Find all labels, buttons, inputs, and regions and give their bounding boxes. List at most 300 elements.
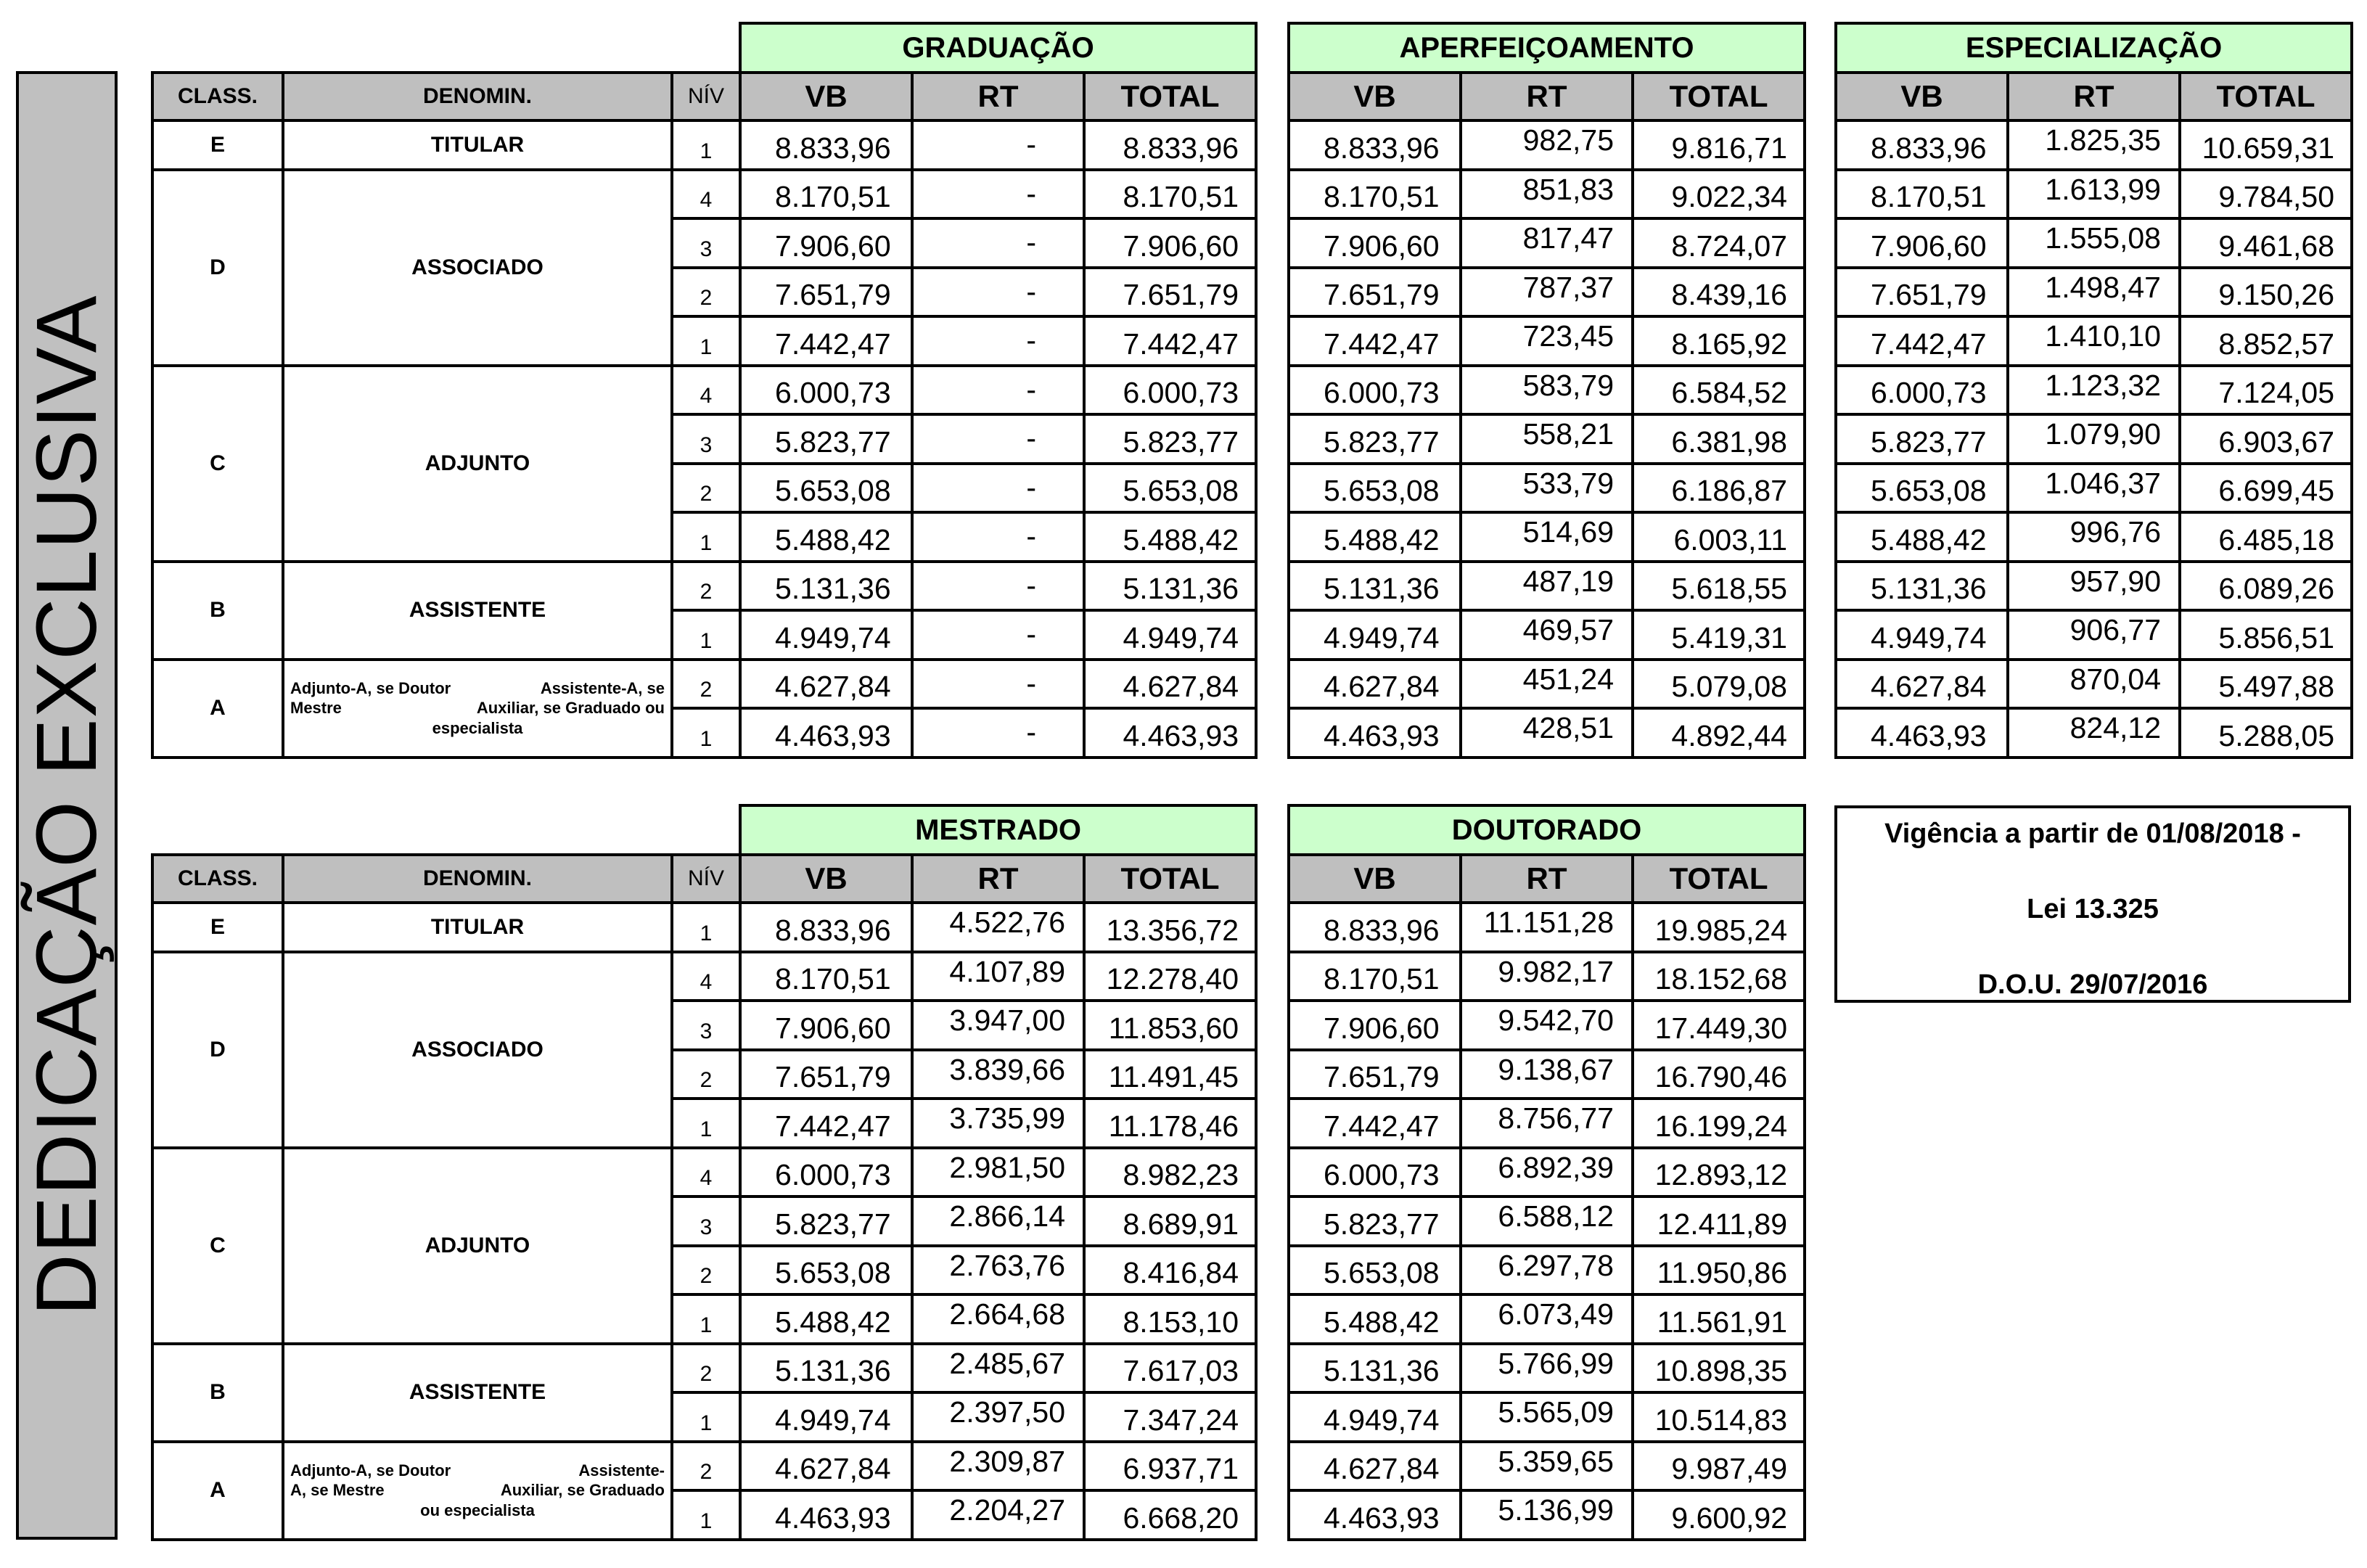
- vb-cell: 6.000,73: [1836, 366, 2008, 415]
- rt-cell: 3.947,00: [912, 1001, 1084, 1050]
- table-row: [1836, 366, 2352, 415]
- vb-cell: 8.833,96: [1289, 903, 1461, 952]
- rt-cell: 1.046,37: [2008, 464, 2180, 513]
- total-cell: 8.170,51: [1084, 170, 1256, 219]
- vb-cell: 4.949,74: [1289, 610, 1461, 660]
- vb-cell: 4.949,74: [1836, 610, 2008, 660]
- niv-cell: 1: [672, 1490, 740, 1540]
- class-cell: E: [152, 120, 283, 170]
- vb-cell: 7.442,47: [740, 1099, 912, 1148]
- vb-cell: 7.442,47: [1289, 316, 1461, 366]
- header-niv: NÍV: [672, 855, 740, 903]
- class-cell: C: [152, 1148, 283, 1344]
- rt-cell: -: [912, 414, 1084, 464]
- total-cell: 4.463,93: [1084, 708, 1256, 758]
- table-row: [1289, 1246, 1805, 1295]
- total-cell: 11.950,86: [1633, 1246, 1805, 1295]
- vb-cell: 5.823,77: [1289, 1196, 1461, 1246]
- niv-cell: 2: [672, 1050, 740, 1099]
- table-row: [152, 952, 1256, 1001]
- vb-cell: 8.170,51: [740, 170, 912, 219]
- table-row: [1836, 562, 2352, 611]
- table-row: [1836, 708, 2352, 758]
- rt-cell: 428,51: [1461, 708, 1633, 758]
- vb-cell: 8.833,96: [740, 903, 912, 952]
- niv-cell: 1: [672, 708, 740, 758]
- rt-cell: 2.309,87: [912, 1442, 1084, 1491]
- total-cell: 17.449,30: [1633, 1001, 1805, 1050]
- table-row: [1289, 414, 1805, 464]
- niv-cell: 3: [672, 1196, 740, 1246]
- vb-cell: 5.823,77: [740, 414, 912, 464]
- rt-cell: 3.735,99: [912, 1099, 1084, 1148]
- total-cell: 7.651,79: [1084, 268, 1256, 317]
- total-cell: 8.416,84: [1084, 1246, 1256, 1295]
- table-row: [1289, 1490, 1805, 1540]
- vb-cell: 5.823,77: [1836, 414, 2008, 464]
- vb-cell: 5.131,36: [1836, 562, 2008, 611]
- vb-cell: 5.653,08: [740, 1246, 912, 1295]
- vb-cell: 5.488,42: [1289, 512, 1461, 562]
- niv-cell: 1: [672, 1099, 740, 1148]
- rt-cell: 982,75: [1461, 120, 1633, 170]
- denom-cell: ASSOCIADO: [283, 170, 672, 366]
- rt-cell: 8.756,77: [1461, 1099, 1633, 1148]
- table-row: [152, 1442, 1256, 1491]
- table-row: [1289, 610, 1805, 660]
- vb-cell: 8.170,51: [1289, 170, 1461, 219]
- side-label-text: DEDICAÇÃO EXCLUSIVA: [19, 295, 115, 1316]
- rt-cell: 583,79: [1461, 366, 1633, 415]
- table-row: [152, 1344, 1256, 1393]
- total-cell: 6.937,71: [1084, 1442, 1256, 1491]
- table-aperfeicoamento: [1287, 22, 1806, 759]
- table-row: [1289, 1196, 1805, 1246]
- rt-cell: 996,76: [2008, 512, 2180, 562]
- vb-cell: 4.949,74: [740, 610, 912, 660]
- header-vb: VB: [1289, 855, 1461, 903]
- table-row: [1289, 903, 1805, 952]
- table-row: [152, 1148, 1256, 1197]
- total-cell: 12.278,40: [1084, 952, 1256, 1001]
- rt-cell: 6.588,12: [1461, 1196, 1633, 1246]
- niv-cell: 2: [672, 268, 740, 317]
- table-row: [1836, 218, 2352, 268]
- niv-cell: 2: [672, 1442, 740, 1491]
- total-cell: 6.699,45: [2180, 464, 2352, 513]
- header-total: TOTAL: [1633, 855, 1805, 903]
- table-graduacao: [151, 22, 1258, 759]
- header-denom: DENOMIN.: [283, 73, 672, 120]
- table-row: [1289, 366, 1805, 415]
- table-row: [152, 660, 1256, 709]
- denom-cell: ASSISTENTE: [283, 562, 672, 660]
- denom-cell: TITULAR: [283, 903, 672, 952]
- total-cell: 9.461,68: [2180, 218, 2352, 268]
- rt-cell: 787,37: [1461, 268, 1633, 317]
- total-cell: 11.853,60: [1084, 1001, 1256, 1050]
- total-cell: 11.491,45: [1084, 1050, 1256, 1099]
- niv-cell: 2: [672, 1246, 740, 1295]
- vb-cell: 4.627,84: [1289, 1442, 1461, 1491]
- denom-cell: TITULAR: [283, 120, 672, 170]
- niv-cell: 1: [672, 610, 740, 660]
- niv-cell: 1: [672, 512, 740, 562]
- total-cell: 6.186,87: [1633, 464, 1805, 513]
- vb-cell: 4.463,93: [740, 708, 912, 758]
- table-row: [1289, 1099, 1805, 1148]
- class-cell: D: [152, 170, 283, 366]
- total-cell: 19.985,24: [1633, 903, 1805, 952]
- denom-cell-a: Adjunto-A, se Doutor Assistente-A, se Mestre Auxiliar, se Graduado ou especialista: [283, 660, 672, 758]
- rt-cell: 4.107,89: [912, 952, 1084, 1001]
- vb-cell: 5.131,36: [740, 562, 912, 611]
- header-rt: RT: [912, 855, 1084, 903]
- rt-cell: -: [912, 464, 1084, 513]
- class-cell: C: [152, 366, 283, 562]
- rt-cell: -: [912, 218, 1084, 268]
- vb-cell: 5.653,08: [740, 464, 912, 513]
- total-cell: 6.903,67: [2180, 414, 2352, 464]
- total-cell: 8.982,23: [1084, 1148, 1256, 1197]
- table-especializacao: [1834, 22, 2353, 759]
- rt-cell: 1.555,08: [2008, 218, 2180, 268]
- side-label: [16, 71, 118, 1540]
- class-cell: D: [152, 952, 283, 1148]
- total-cell: 7.124,05: [2180, 366, 2352, 415]
- header-vb: VB: [740, 73, 912, 120]
- vb-cell: 8.833,96: [1289, 120, 1461, 170]
- total-cell: 7.906,60: [1084, 218, 1256, 268]
- total-cell: 6.584,52: [1633, 366, 1805, 415]
- rt-cell: 1.410,10: [2008, 316, 2180, 366]
- table-row: [1836, 268, 2352, 317]
- total-cell: 7.442,47: [1084, 316, 1256, 366]
- rt-cell: 1.825,35: [2008, 120, 2180, 170]
- header-vb: VB: [1289, 73, 1461, 120]
- rt-cell: -: [912, 610, 1084, 660]
- total-cell: 11.178,46: [1084, 1099, 1256, 1148]
- total-cell: 12.411,89: [1633, 1196, 1805, 1246]
- table-row: [1289, 1001, 1805, 1050]
- rt-cell: 5.565,09: [1461, 1392, 1633, 1442]
- total-cell: 8.852,57: [2180, 316, 2352, 366]
- vb-cell: 7.651,79: [1289, 268, 1461, 317]
- header-total: TOTAL: [1633, 73, 1805, 120]
- total-cell: 4.627,84: [1084, 660, 1256, 709]
- vb-cell: 5.488,42: [1289, 1294, 1461, 1344]
- rt-cell: 2.664,68: [912, 1294, 1084, 1344]
- total-cell: 5.856,51: [2180, 610, 2352, 660]
- total-cell: 5.131,36: [1084, 562, 1256, 611]
- group-title-graduacao: GRADUAÇÃO: [740, 23, 1256, 73]
- total-cell: 8.833,96: [1084, 120, 1256, 170]
- vb-cell: 8.170,51: [740, 952, 912, 1001]
- table-mestrado: [151, 804, 1258, 1541]
- rt-cell: 469,57: [1461, 610, 1633, 660]
- vb-cell: 5.823,77: [1289, 414, 1461, 464]
- total-cell: 5.079,08: [1633, 660, 1805, 709]
- vb-cell: 5.131,36: [1289, 1344, 1461, 1393]
- class-cell: B: [152, 562, 283, 660]
- rt-cell: 514,69: [1461, 512, 1633, 562]
- table-row: [152, 170, 1256, 219]
- rt-cell: 1.613,99: [2008, 170, 2180, 219]
- vb-cell: 8.833,96: [1836, 120, 2008, 170]
- total-cell: 16.199,24: [1633, 1099, 1805, 1148]
- total-cell: 9.600,92: [1633, 1490, 1805, 1540]
- vb-cell: 7.906,60: [1836, 218, 2008, 268]
- vb-cell: 5.653,08: [1836, 464, 2008, 513]
- vb-cell: 5.131,36: [740, 1344, 912, 1393]
- header-denom: DENOMIN.: [283, 855, 672, 903]
- rt-cell: 9.138,67: [1461, 1050, 1633, 1099]
- total-cell: 8.165,92: [1633, 316, 1805, 366]
- denom-cell-a: Adjunto-A, se Doutor Assistente- A, se Mestre Auxiliar, se Graduado ou especialista: [283, 1442, 672, 1540]
- vb-cell: 7.651,79: [1289, 1050, 1461, 1099]
- rt-cell: 4.522,76: [912, 903, 1084, 952]
- total-cell: 6.000,73: [1084, 366, 1256, 415]
- rt-cell: 1.123,32: [2008, 366, 2180, 415]
- total-cell: 6.381,98: [1633, 414, 1805, 464]
- rt-cell: 851,83: [1461, 170, 1633, 219]
- total-cell: 10.514,83: [1633, 1392, 1805, 1442]
- rt-cell: 558,21: [1461, 414, 1633, 464]
- niv-cell: 3: [672, 218, 740, 268]
- vb-cell: 8.170,51: [1289, 952, 1461, 1001]
- total-cell: 9.784,50: [2180, 170, 2352, 219]
- vb-cell: 5.488,42: [1836, 512, 2008, 562]
- rt-cell: 2.981,50: [912, 1148, 1084, 1197]
- table-row: [152, 366, 1256, 415]
- header-total: TOTAL: [1084, 855, 1256, 903]
- vb-cell: 8.833,96: [740, 120, 912, 170]
- table-row: [1289, 708, 1805, 758]
- table-row: [1289, 1148, 1805, 1197]
- vb-cell: 7.442,47: [740, 316, 912, 366]
- vb-cell: 6.000,73: [740, 1148, 912, 1197]
- header-class: CLASS.: [152, 855, 283, 903]
- table-row: [1836, 512, 2352, 562]
- niv-cell: 2: [672, 660, 740, 709]
- niv-cell: 3: [672, 1001, 740, 1050]
- table-row: [1289, 268, 1805, 317]
- total-cell: 6.668,20: [1084, 1490, 1256, 1540]
- rt-cell: 6.073,49: [1461, 1294, 1633, 1344]
- group-title-mestrado: MESTRADO: [740, 805, 1256, 855]
- group-title-especializacao: ESPECIALIZAÇÃO: [1836, 23, 2352, 73]
- vb-cell: 4.627,84: [740, 660, 912, 709]
- table-row: [1289, 660, 1805, 709]
- vigencia-line-3: D.O.U. 29/07/2016: [1977, 969, 2208, 1000]
- vb-cell: 4.463,93: [1836, 708, 2008, 758]
- total-cell: 6.485,18: [2180, 512, 2352, 562]
- table-row: [1836, 316, 2352, 366]
- table-row: [1836, 464, 2352, 513]
- header-rt: RT: [912, 73, 1084, 120]
- table-row: [1289, 1392, 1805, 1442]
- niv-cell: 1: [672, 316, 740, 366]
- rt-cell: 451,24: [1461, 660, 1633, 709]
- header-rt: RT: [2008, 73, 2180, 120]
- rt-cell: 824,12: [2008, 708, 2180, 758]
- group-title-aperfeicoamento: APERFEIÇOAMENTO: [1289, 23, 1805, 73]
- vb-cell: 4.627,84: [740, 1442, 912, 1491]
- vb-cell: 4.949,74: [740, 1392, 912, 1442]
- vb-cell: 5.823,77: [740, 1196, 912, 1246]
- vb-cell: 6.000,73: [1289, 1148, 1461, 1197]
- class-cell: E: [152, 903, 283, 952]
- group-title-doutorado: DOUTORADO: [1289, 805, 1805, 855]
- rt-cell: -: [912, 660, 1084, 709]
- rt-cell: 2.763,76: [912, 1246, 1084, 1295]
- vb-cell: 4.463,93: [1289, 1490, 1461, 1540]
- total-cell: 9.987,49: [1633, 1442, 1805, 1491]
- rt-cell: 817,47: [1461, 218, 1633, 268]
- denom-cell: ADJUNTO: [283, 366, 672, 562]
- total-cell: 8.689,91: [1084, 1196, 1256, 1246]
- total-cell: 10.659,31: [2180, 120, 2352, 170]
- vb-cell: 5.653,08: [1289, 464, 1461, 513]
- table-row: [1836, 170, 2352, 219]
- denom-cell: ASSOCIADO: [283, 952, 672, 1148]
- total-cell: 16.790,46: [1633, 1050, 1805, 1099]
- rt-cell: 9.982,17: [1461, 952, 1633, 1001]
- rt-cell: -: [912, 316, 1084, 366]
- vb-cell: 4.463,93: [1289, 708, 1461, 758]
- rt-cell: 957,90: [2008, 562, 2180, 611]
- niv-cell: 2: [672, 562, 740, 611]
- rt-cell: 5.766,99: [1461, 1344, 1633, 1393]
- table-row: [152, 903, 1256, 952]
- total-cell: 5.497,88: [2180, 660, 2352, 709]
- rt-cell: 9.542,70: [1461, 1001, 1633, 1050]
- total-cell: 8.439,16: [1633, 268, 1805, 317]
- total-cell: 9.816,71: [1633, 120, 1805, 170]
- vb-cell: 7.906,60: [1289, 218, 1461, 268]
- denom-cell: ADJUNTO: [283, 1148, 672, 1344]
- class-cell: A: [152, 1442, 283, 1540]
- niv-cell: 4: [672, 952, 740, 1001]
- rt-cell: 2.866,14: [912, 1196, 1084, 1246]
- rt-cell: 5.359,65: [1461, 1442, 1633, 1491]
- total-cell: 5.618,55: [1633, 562, 1805, 611]
- rt-cell: 11.151,28: [1461, 903, 1633, 952]
- vb-cell: 5.131,36: [1289, 562, 1461, 611]
- vb-cell: 7.906,60: [740, 218, 912, 268]
- table-row: [1289, 512, 1805, 562]
- table-row: [1289, 1294, 1805, 1344]
- total-cell: 7.347,24: [1084, 1392, 1256, 1442]
- rt-cell: -: [912, 170, 1084, 219]
- table-row: [1289, 1344, 1805, 1393]
- rt-cell: 3.839,66: [912, 1050, 1084, 1099]
- total-cell: 18.152,68: [1633, 952, 1805, 1001]
- total-cell: 8.153,10: [1084, 1294, 1256, 1344]
- total-cell: 5.653,08: [1084, 464, 1256, 513]
- total-cell: 10.898,35: [1633, 1344, 1805, 1393]
- rt-cell: 2.204,27: [912, 1490, 1084, 1540]
- table-row: [152, 120, 1256, 170]
- table-row: [1289, 952, 1805, 1001]
- niv-cell: 2: [672, 464, 740, 513]
- total-cell: 4.892,44: [1633, 708, 1805, 758]
- vb-cell: 7.651,79: [740, 1050, 912, 1099]
- header-niv: NÍV: [672, 73, 740, 120]
- vb-cell: 8.170,51: [1836, 170, 2008, 219]
- header-class: CLASS.: [152, 73, 283, 120]
- table-row: [1836, 414, 2352, 464]
- header-vb: VB: [1836, 73, 2008, 120]
- table-row: [1289, 1442, 1805, 1491]
- vb-cell: 7.906,60: [740, 1001, 912, 1050]
- total-cell: 9.022,34: [1633, 170, 1805, 219]
- niv-cell: 1: [672, 1392, 740, 1442]
- rt-cell: 487,19: [1461, 562, 1633, 611]
- total-cell: 5.419,31: [1633, 610, 1805, 660]
- rt-cell: -: [912, 366, 1084, 415]
- niv-cell: 3: [672, 414, 740, 464]
- vb-cell: 4.463,93: [740, 1490, 912, 1540]
- vb-cell: 6.000,73: [740, 366, 912, 415]
- vb-cell: 4.949,74: [1289, 1392, 1461, 1442]
- vb-cell: 5.653,08: [1289, 1246, 1461, 1295]
- total-cell: 4.949,74: [1084, 610, 1256, 660]
- niv-cell: 2: [672, 1344, 740, 1393]
- table-row: [1289, 316, 1805, 366]
- denom-cell: ASSISTENTE: [283, 1344, 672, 1442]
- total-cell: 5.823,77: [1084, 414, 1256, 464]
- table-row: [1289, 562, 1805, 611]
- niv-cell: 4: [672, 366, 740, 415]
- vb-cell: 6.000,73: [1289, 366, 1461, 415]
- table-row: [1836, 610, 2352, 660]
- class-cell: B: [152, 1344, 283, 1442]
- vb-cell: 7.442,47: [1289, 1099, 1461, 1148]
- vb-cell: 5.488,42: [740, 1294, 912, 1344]
- total-cell: 5.288,05: [2180, 708, 2352, 758]
- total-cell: 7.617,03: [1084, 1344, 1256, 1393]
- vigencia-box: [1834, 805, 2351, 1003]
- rt-cell: 906,77: [2008, 610, 2180, 660]
- niv-cell: 1: [672, 1294, 740, 1344]
- table-row: [1836, 660, 2352, 709]
- vb-cell: 7.651,79: [740, 268, 912, 317]
- header-rt: RT: [1461, 855, 1633, 903]
- niv-cell: 4: [672, 1148, 740, 1197]
- total-cell: 5.488,42: [1084, 512, 1256, 562]
- rt-cell: 723,45: [1461, 316, 1633, 366]
- class-cell: A: [152, 660, 283, 758]
- table-row: [1289, 464, 1805, 513]
- total-cell: 6.089,26: [2180, 562, 2352, 611]
- vb-cell: 7.906,60: [1289, 1001, 1461, 1050]
- header-total: TOTAL: [1084, 73, 1256, 120]
- rt-cell: -: [912, 120, 1084, 170]
- rt-cell: 1.079,90: [2008, 414, 2180, 464]
- rt-cell: 533,79: [1461, 464, 1633, 513]
- table-row: [1289, 1050, 1805, 1099]
- vb-cell: 4.627,84: [1836, 660, 2008, 709]
- rt-cell: -: [912, 562, 1084, 611]
- total-cell: 12.893,12: [1633, 1148, 1805, 1197]
- total-cell: 11.561,91: [1633, 1294, 1805, 1344]
- rt-cell: 2.397,50: [912, 1392, 1084, 1442]
- table-row: [152, 562, 1256, 611]
- vb-cell: 4.627,84: [1289, 660, 1461, 709]
- table-row: [1289, 218, 1805, 268]
- rt-cell: 6.297,78: [1461, 1246, 1633, 1295]
